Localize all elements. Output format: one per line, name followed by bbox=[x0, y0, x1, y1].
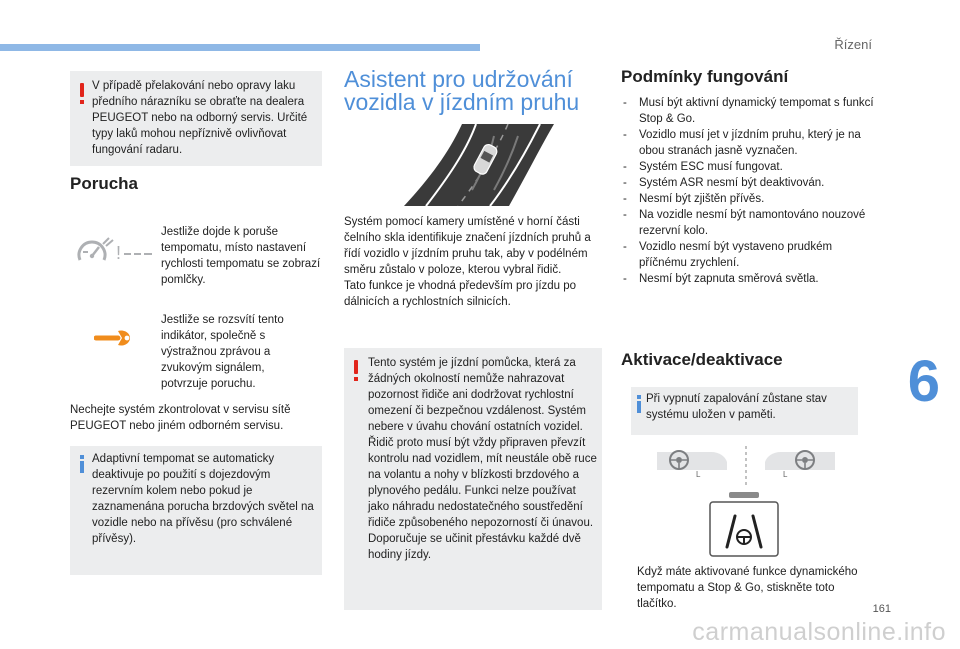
lane-assist-usage-text: Tato funkce je vhodná především pro jízdu po dálnicích a rychlostních silnicích. bbox=[344, 280, 577, 308]
conditions-title: Podmínky fungování bbox=[621, 67, 789, 86]
fault-item-1-text: Jestliže dojde k poruše tempomatu, místo nastavení rychlosti tempomatu se zobrazí pomlčky. bbox=[161, 226, 321, 286]
chapter-number: 6 bbox=[907, 349, 940, 414]
fault-title: Porucha bbox=[70, 174, 139, 193]
instruction-text: Když máte aktivované funkce dynamického tempomatu a Stop & Go, stiskněte toto tlačítko. bbox=[637, 566, 858, 610]
info-icon bbox=[637, 401, 641, 413]
header-accent-bar bbox=[0, 44, 480, 51]
info-icon-dot bbox=[80, 455, 84, 459]
condition-item: - Systém ESC musí fungovat. bbox=[621, 159, 879, 175]
svg-text:!: ! bbox=[116, 243, 122, 263]
condition-item: - Nesmí být zjištěn přívěs. bbox=[621, 191, 879, 207]
conditions-list bbox=[621, 95, 879, 287]
info-box-memory bbox=[631, 387, 858, 435]
info-text: Adaptivní tempomat se automaticky deaktivuje po použití s dojezdovým rezervním kolem nebo pokud je zaznamenána porucha brzdových světel na vozidle nebo na přívěsu (pro schválené přívěsy). bbox=[92, 453, 314, 545]
warning-box-paint bbox=[70, 71, 322, 166]
steering-left-label: L bbox=[696, 470, 701, 479]
wrench-warning-icon bbox=[94, 327, 132, 349]
warning-icon-dot bbox=[80, 100, 84, 104]
activation-title: Aktivace/deaktivace bbox=[621, 350, 783, 369]
warning-icon bbox=[80, 83, 84, 97]
info-icon-dot bbox=[637, 395, 641, 399]
lane-assist-description-text: Systém pomocí kamery umístěné v horní části čelního skla identifikuje značení jízdních pruhů a řídí vozidlo v jízdním pruhu tak, aby v podélném směru zůstalo v poloze, kterou vybral řidič. bbox=[344, 216, 591, 276]
lane-assist-button-icon[interactable] bbox=[709, 487, 779, 557]
info-icon bbox=[80, 461, 84, 473]
info-box-reserve-wheel bbox=[70, 446, 322, 575]
condition-item: - Nesmí být zapnuta směrová světla. bbox=[621, 271, 879, 287]
condition-item: - Systém ASR nesmí být deaktivován. bbox=[621, 175, 879, 191]
info-text: Při vypnutí zapalování zůstane stav systému uložen v paměti. bbox=[646, 393, 827, 421]
condition-item: - Na vozidle nesmí být namontováno nouzové rezervní kolo. bbox=[621, 207, 879, 239]
lane-keeping-illustration bbox=[344, 124, 602, 206]
warning-box-driver-attention bbox=[344, 348, 602, 610]
steering-wheel-controls-illustration bbox=[657, 446, 835, 486]
page-number: 161 bbox=[872, 603, 891, 615]
condition-item: - Musí být aktivní dynamický tempomat s funkcí Stop & Go. bbox=[621, 95, 879, 127]
lane-assist-title bbox=[344, 68, 579, 114]
lane-assist-title-line2: vozidla v jízdním pruhu bbox=[344, 89, 580, 115]
warning-icon-dot bbox=[354, 377, 358, 381]
service-text: Nechejte systém zkontrolovat v servisu sítě PEUGEOT nebo jiném odborném servisu. bbox=[70, 404, 291, 432]
warning-icon bbox=[354, 360, 358, 374]
fault-item-2-text: Jestliže se rozsvítí tento indikátor, společně s výstražnou zprávou a zvukovým signálem, potvrzuje poruchu. bbox=[161, 314, 284, 390]
cruise-fault-icon bbox=[76, 234, 156, 270]
condition-item: - Vozidlo musí jet v jízdním pruhu, který je na obou stranách jasně vyznačen. bbox=[621, 127, 879, 159]
condition-item: - Vozidlo nesmí být vystaveno prudkém příčnému zrychlení. bbox=[621, 239, 879, 271]
section-title: Řízení bbox=[834, 37, 872, 52]
lane-assist-title-line1: Asistent pro udržování bbox=[344, 66, 573, 92]
lane-assist-description bbox=[344, 214, 602, 310]
steering-right-label: L bbox=[783, 470, 788, 479]
watermark: carmanualsonline.info bbox=[692, 618, 946, 646]
warning-text: Tento systém je jízdní pomůcka, která za žádných okolností nemůže nahrazovat pozornost řidiče ani dodržovat rychlostní omezení či bezpečnou vzdálenost. Systém nebere v úvahu chování ostatních vozidel. Řidič proto musí být vždy připraven převzít kontrolu nad vozidlem, mít neustále obě ruce na volantu a nohy v blízkosti brzdového a plynového pedálu. Funkci nelze používat jako náhradu nedostatečného soustředění řidiče způsobeného nepozorností či únavou. Doporučuje se učinit přestávku každé dvě hodiny jízdy. bbox=[368, 357, 597, 561]
warning-text: V případě přelakování nebo opravy laku předního nárazníku se obraťte na dealera PEUGEOT nebo na odborný servis. Určité typy laků mohou nepříznivě ovlivňovat fungování radaru. bbox=[92, 80, 308, 156]
